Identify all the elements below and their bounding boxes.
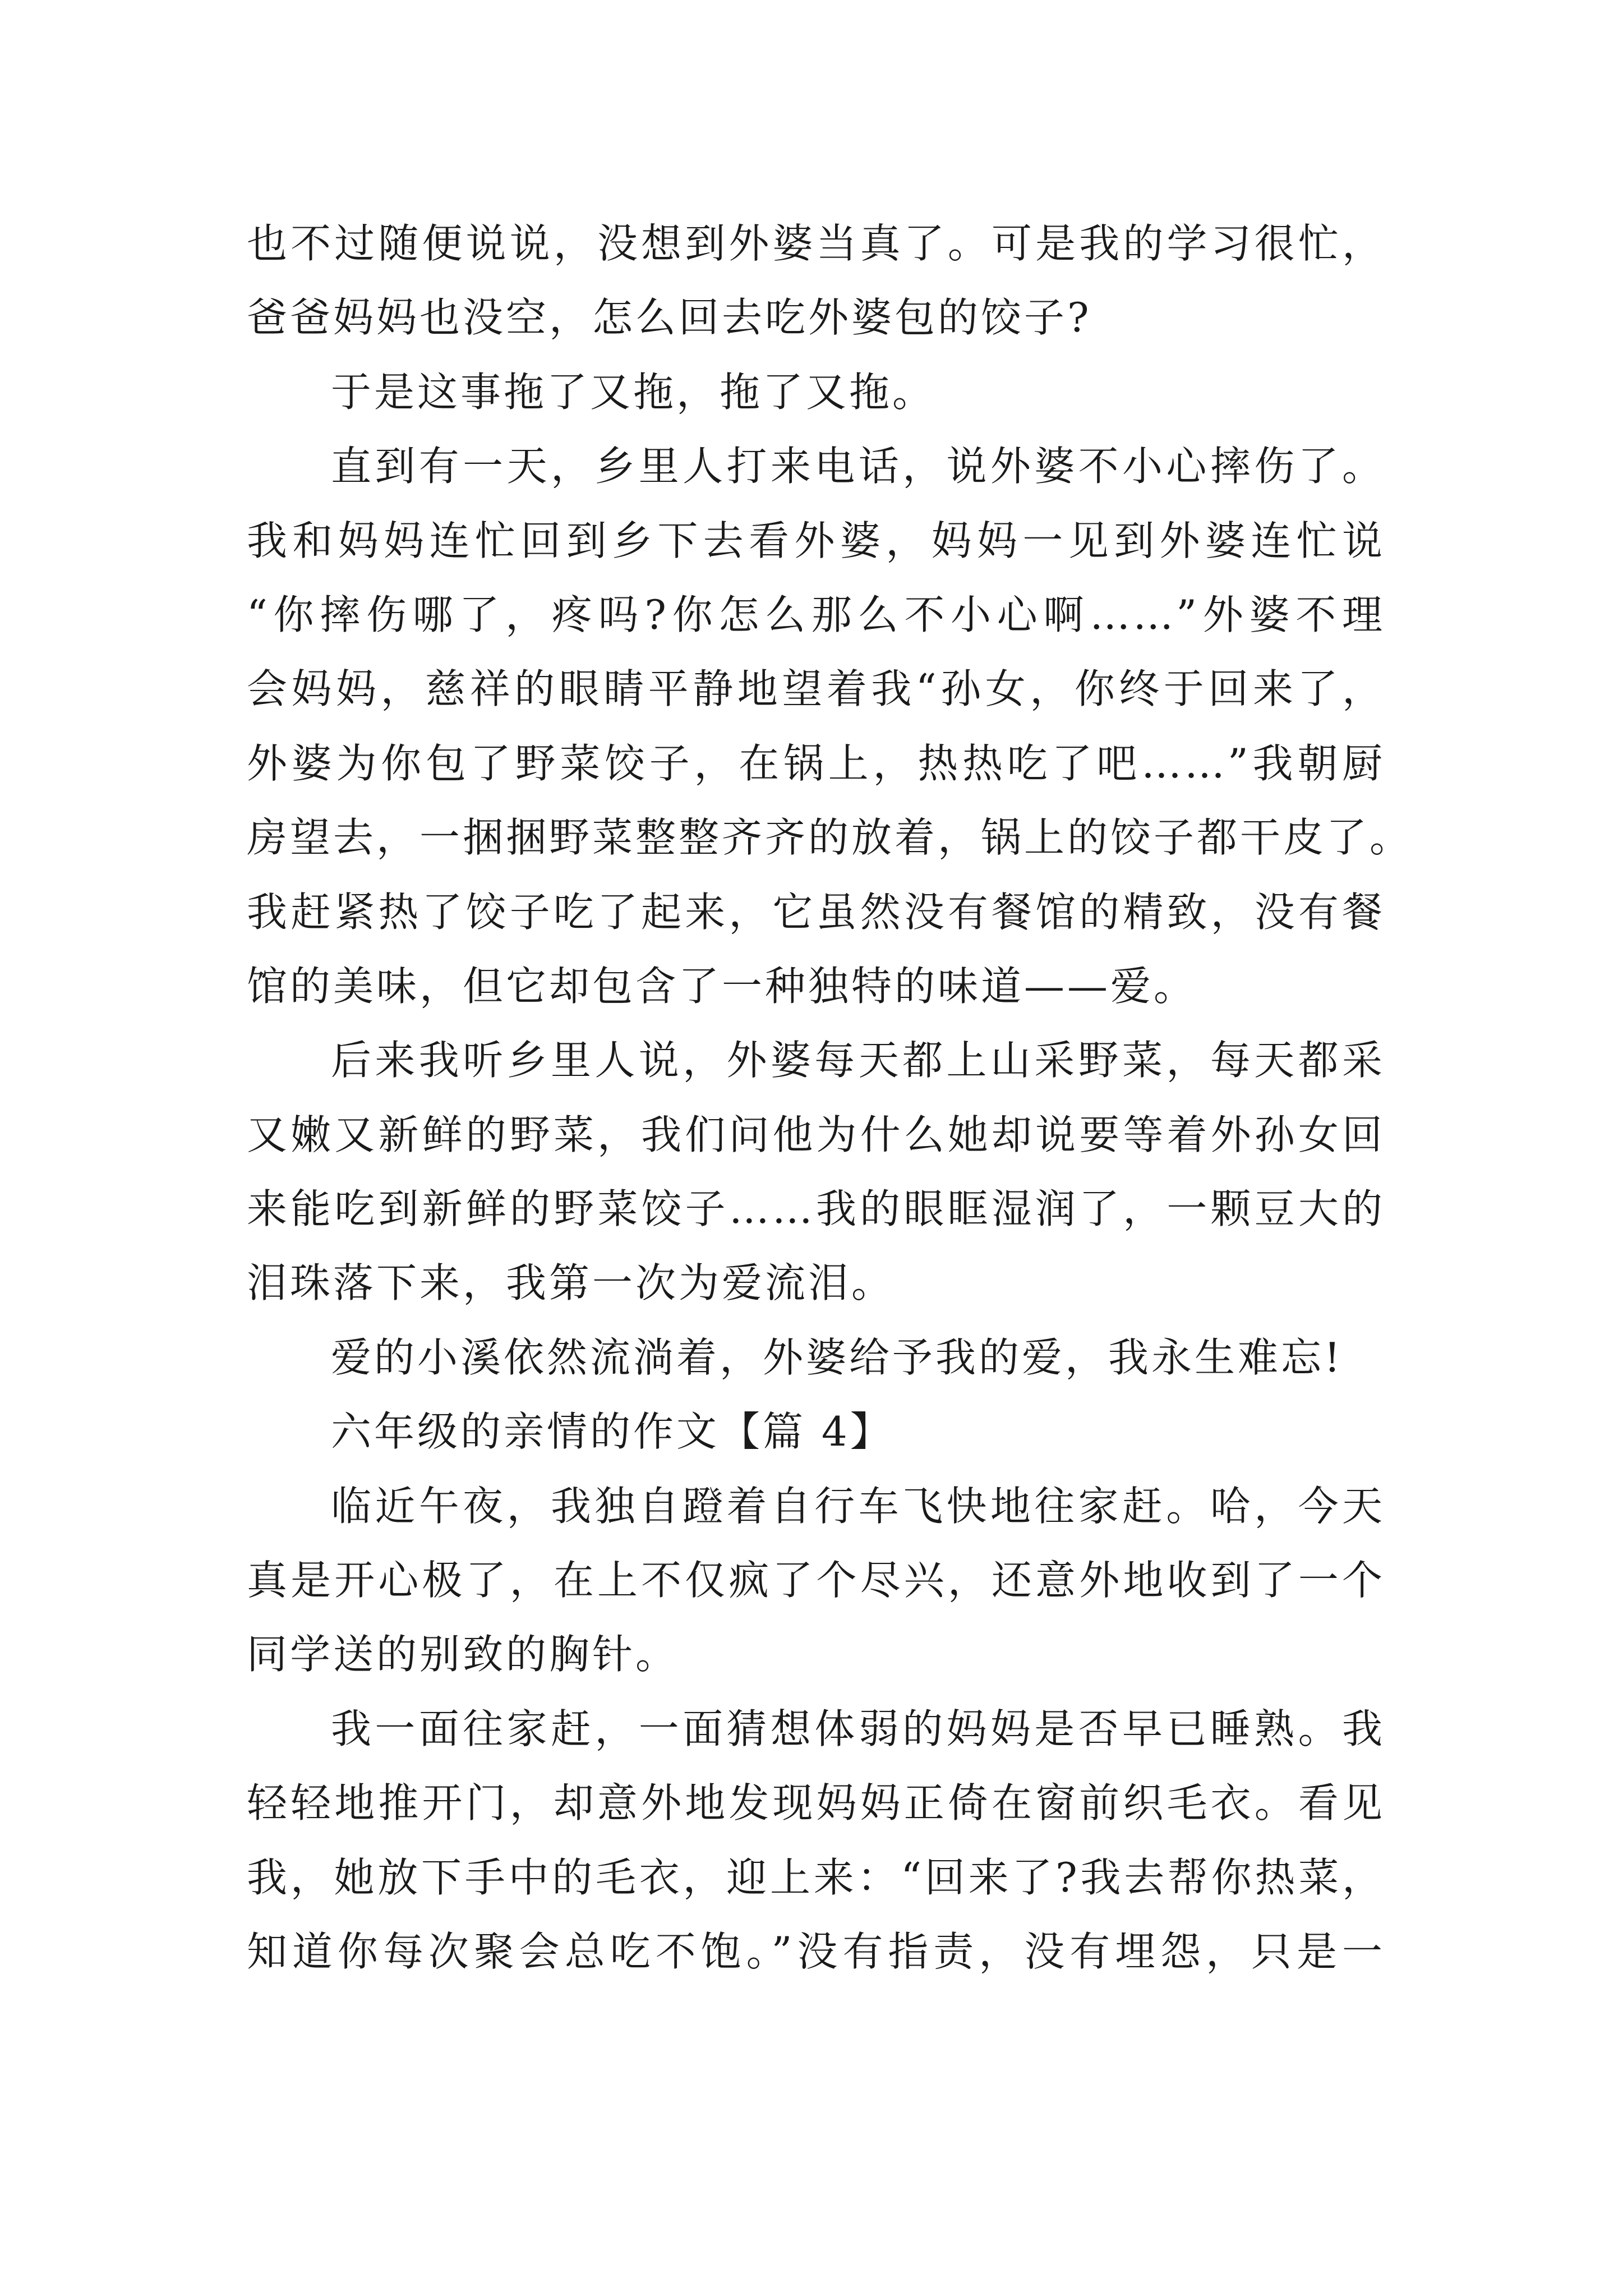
text-line: 馆的美味，但它却包含了一种独特的味道——爱。: [247, 962, 1197, 1010]
text-line: 我一面往家赶，一面猜想体弱的妈妈是否早已睡熟。我: [331, 1705, 1385, 1752]
text-line: 知道你每次聚会总吃不饱。”没有指责，没有埋怨，只是一: [247, 1927, 1385, 1975]
text-line: 也不过随便说说，没想到外婆当真了。可是我的学习很忙，: [247, 220, 1385, 267]
text-line: 我赶紧热了饺子吃了起来，它虽然没有餐馆的精致，没有餐: [247, 888, 1385, 936]
text-line: 又嫩又新鲜的野菜，我们问他为什么她却说要等着外孙女回: [247, 1111, 1385, 1158]
text-line: “你摔伤哪了，疼吗?你怎么那么不小心啊……”外婆不理: [247, 591, 1385, 638]
text-line: 我，她放下手中的毛衣，迎上来：“回来了?我去帮你热菜，: [247, 1853, 1385, 1901]
text-line: 房望去，一捆捆野菜整整齐齐的放着，锅上的饺子都干皮了。: [247, 814, 1413, 862]
text-line: 同学送的别致的胸针。: [247, 1631, 679, 1678]
text-line: 来能吃到新鲜的野菜饺子……我的眼眶湿润了，一颗豆大的: [247, 1185, 1385, 1233]
text-line: 爱的小溪依然流淌着，外婆给予我的爱，我永生难忘!: [331, 1333, 1343, 1381]
text-line: 真是开心极了，在上不仅疯了个尽兴，还意外地收到了一个: [247, 1557, 1385, 1604]
text-line: 泪珠落下来，我第一次为爱流泪。: [247, 1259, 895, 1307]
text-line: 外婆为你包了野菜饺子，在锅上，热热吃了吧……”我朝厨: [247, 739, 1385, 787]
text-line: 会妈妈，慈祥的眼睛平静地望着我“孙女，你终于回来了，: [247, 665, 1385, 713]
text-line: 我和妈妈连忙回到乡下去看外婆，妈妈一见到外婆连忙说: [247, 517, 1385, 564]
text-line: 轻轻地推开门，却意外地发现妈妈正倚在窗前织毛衣。看见: [247, 1779, 1385, 1827]
text-line: 于是这事拖了又拖，拖了又拖。: [331, 368, 936, 416]
text-line: 临近午夜，我独自蹬着自行车飞快地往家赶。哈，今天: [331, 1482, 1385, 1530]
essay-body: [247, 206, 1413, 1989]
text-line: 直到有一天，乡里人打来电话，说外婆不小心摔伤了。: [331, 443, 1385, 490]
text-line: 爸爸妈妈也没空，怎么回去吃外婆包的饺子?: [247, 294, 1092, 342]
text-line: 后来我听乡里人说，外婆每天都上山采野菜，每天都采: [331, 1037, 1385, 1084]
section-heading: 六年级的亲情的作文【篇 4】: [331, 1408, 893, 1456]
